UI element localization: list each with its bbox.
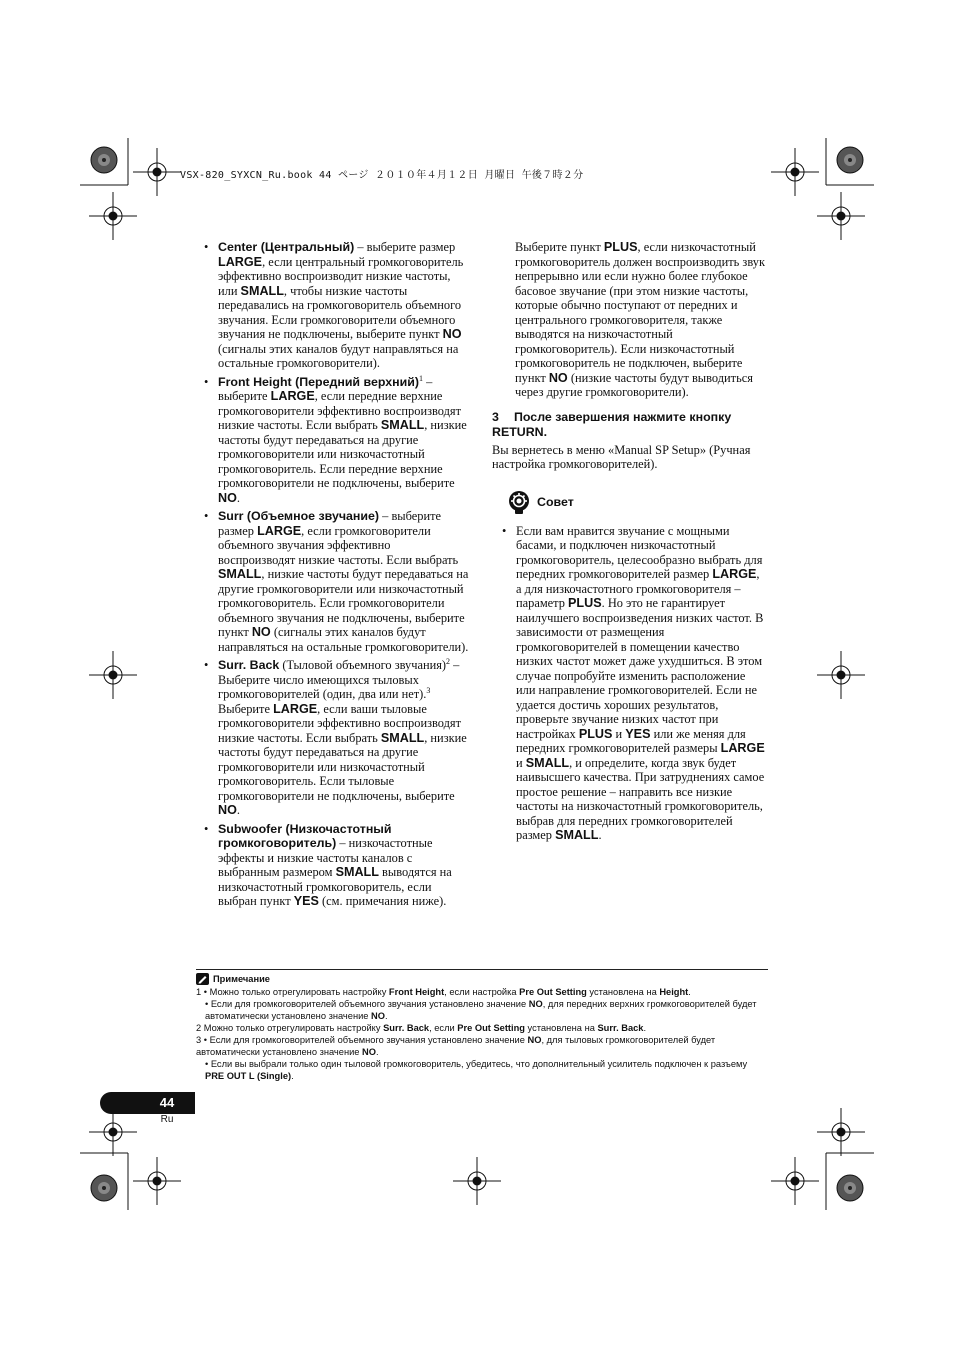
print-header: VSX-820_SYXCN_Ru.book 44 ページ ２０１０年４月１２日 月曜日 午後７時２分 xyxy=(180,170,584,181)
tip-title: Совет xyxy=(537,495,574,510)
note-3b: • Если вы выбрали только один тыловой громкоговоритель, убедитесь, что дополнительный усилитель подключен к разъему PRE OUT L (Single). xyxy=(205,1059,748,1081)
note-3a: 3 • Если для громкоговорителей объемного звучания установлено значение NO, для тыловых громкоговорителей будет автоматически установлено значение NO. xyxy=(196,1035,716,1057)
left-column xyxy=(202,240,470,913)
step-3-description: Вы вернетесь в меню «Manual SP Setup» (Ручная настройка громкоговорителей). xyxy=(492,442,751,471)
lightbulb-icon xyxy=(506,490,532,516)
tip-header xyxy=(506,490,767,516)
tip-bullet: • Если вам нравится звучание с мощными басами, и подключен низкочастотный громкоговоритель, целесообразно выбрать для передних громкоговорителей размер LARGE, а для низкочастотного громкоговорителя – параметр PLUS. Но это не гарантирует наилучшего воспроизведения низких частот. В зависимости от размещения громкоговорителей в помещении качество низких частот может даже ухудшиться. В этом случае попробуйте изменить расположение или направление громкоговорителей. Если не удается достичь хороших результатов, проверьте звучание низких частот при настройках PLUS и YES или же меняя для передних громкоговорителей размеры LARGE и SMALL, и определите, когда звук будет наивысшего качества. При затруднениях самое простое решение – направить все низкие частоты на низкочастотный громкоговоритель, выбрав для передних громкоговорителей размер SMALL. xyxy=(492,524,767,843)
bullet-surr-back: • Surr. Back (Тыловой объемного звучания)$^2$ – Выберите число имеющихся тыловых громкоговорителей (один, два или нет).$^3$ Выберите LARGE, если ваши тыловые громкоговорители эффективно воспроизводят низкие частоты. Если выбрать SMALL, низкие частоты будут передаваться на другие громкоговорители или низкочастотный громкоговоритель. Если тыловые громкоговорители не подключены, выберите NO. xyxy=(202,658,470,818)
bullet-center: • Center (Центральный) – выберите размер LARGE, если центральный громкоговоритель эффективно воспроизводит низкие частоты, или SMALL, чтобы низкие частоты передавались на громкоговоритель объемного звучания. Если громкоговорители объемного звучания не подключены, выберите пункт NO (сигналы этих каналов будут направляться на остальные громкоговорители). xyxy=(202,240,470,371)
bullet-surr: • Surr (Объемное звучание) – выберите размер LARGE, если громкоговорители объемного звучания эффективно воспроизводят низкие частоты. Если выбрать SMALL, низкие частоты будут передаваться на другие громкоговорители или низкочастотный громкоговоритель. Если громкоговорители объемного звучания не подключены, выберите пункт NO (сигналы этих каналов будут направляться на остальные громкоговорители). xyxy=(202,509,470,654)
note-1b: • Если для громкоговорителей объемного звучания установлено значение NO, для передних верхних громкоговорителей будет автоматически установлено значение NO. xyxy=(205,999,757,1021)
note-1a: 1 • Можно только отрегулировать настройку Front Height, если настройка Pre Out Setting установлена на Height. xyxy=(196,987,691,997)
page-language: Ru xyxy=(160,1114,174,1125)
notes-section xyxy=(196,969,768,1082)
step-3-heading: 3 После завершения нажмите кнопку RETURN. xyxy=(492,409,732,439)
note-icon xyxy=(196,973,209,985)
note-2: 2 Можно только отрегулировать настройку Surr. Back, если Pre Out Setting установлена на Surr. Back. xyxy=(196,1023,647,1033)
subwoofer-continuation: Выберите пункт PLUS, если низкочастотный громкоговоритель должен воспроизводить звук непрерывно или если нужно более глубокое басовое звучание (при этом низкие частоты, которые обычно поступают от передних и центрального громкоговорителя, также выводятся на низкочастотный громкоговоритель). Если низкочастотный громкоговоритель не подключен, выберите пункт NO (низкие частоты будут выводиться через другие громкоговорители). xyxy=(515,240,765,399)
right-column xyxy=(492,240,767,847)
notes-header xyxy=(196,973,768,985)
bullet-front-height: • Front Height (Передний верхний)$^1$ – выберите LARGE, если передние верхние громкоговорители эффективно воспроизводят низкие частоты. Если выбрать SMALL, низкие частоты будут передаваться на другие громкоговорители или низкочастотный громкоговоритель. Если передние верхние громкоговорители не подключены, выберите NO. xyxy=(202,375,470,506)
page-number: 44 xyxy=(159,1095,175,1110)
bullet-subwoofer: • Subwoofer (Низкочастотный громкоговоритель) – низкочастотные эффекты и низкие частоты каналов с выбранным размером SMALL выводятся на низкочастотный громкоговоритель, если выбран пункт YES (см. примечания ниже). xyxy=(202,822,470,909)
notes-title: Примечание xyxy=(213,974,270,984)
